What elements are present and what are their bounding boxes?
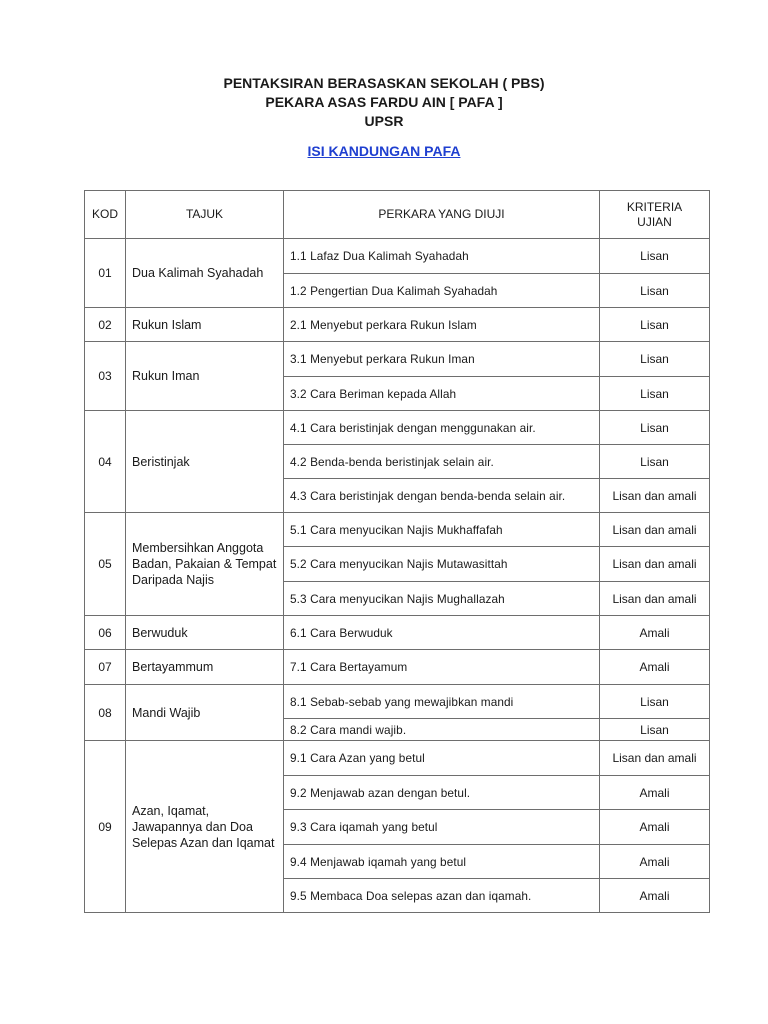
cell-perkara: 6.1 Cara Berwuduk (284, 616, 600, 650)
cell-tajuk: Membersihkan Anggota Badan, Pakaian & Tempat Daripada Najis (126, 513, 284, 616)
cell-kod: 02 (85, 308, 126, 342)
header-line-3: UPSR (364, 113, 404, 129)
table-row (85, 513, 710, 547)
cell-perkara: 8.1 Sebab-sebab yang mewajibkan mandi (284, 685, 600, 719)
cell-kriteria: Lisan (600, 719, 710, 741)
table-row (85, 411, 710, 445)
cell-kod: 01 (85, 239, 126, 308)
cell-perkara: 2.1 Menyebut perkara Rukun Islam (284, 308, 600, 342)
cell-tajuk: Bertayammum (126, 650, 284, 685)
cell-kod: 09 (85, 741, 126, 913)
cell-perkara: 5.3 Cara menyucikan Najis Mughallazah (284, 582, 600, 616)
cell-kriteria: Lisan (600, 274, 710, 308)
cell-tajuk: Beristinjak (126, 411, 284, 513)
table-row (85, 308, 710, 342)
cell-kriteria: Lisan dan amali (600, 513, 710, 547)
cell-perkara: 4.3 Cara beristinjak dengan benda-benda selain air. (284, 479, 600, 513)
header-kriteria: KRITERIA UJIAN (600, 191, 710, 239)
table-row (85, 650, 710, 685)
cell-kod: 08 (85, 685, 126, 741)
cell-perkara: 4.2 Benda-benda beristinjak selain air. (284, 445, 600, 479)
cell-kod: 04 (85, 411, 126, 513)
header-tajuk: TAJUK (126, 191, 284, 239)
cell-kriteria: Amali (600, 810, 710, 845)
cell-kod: 07 (85, 650, 126, 685)
cell-perkara: 9.5 Membaca Doa selepas azan dan iqamah. (284, 879, 600, 913)
cell-kriteria: Amali (600, 879, 710, 913)
cell-tajuk: Berwuduk (126, 616, 284, 650)
cell-perkara: 1.2 Pengertian Dua Kalimah Syahadah (284, 274, 600, 308)
cell-kriteria: Lisan dan amali (600, 741, 710, 776)
document-header (0, 74, 768, 131)
cell-kriteria: Lisan (600, 685, 710, 719)
cell-perkara: 4.1 Cara beristinjak dengan menggunakan air. (284, 411, 600, 445)
header-kod: KOD (85, 191, 126, 239)
cell-kriteria: Lisan (600, 342, 710, 377)
cell-kod: 06 (85, 616, 126, 650)
header-line-2: PEKARA ASAS FARDU AIN [ PAFA ] (265, 94, 503, 110)
cell-perkara: 1.1 Lafaz Dua Kalimah Syahadah (284, 239, 600, 274)
cell-perkara: 7.1 Cara Bertayamum (284, 650, 600, 685)
cell-kriteria: Amali (600, 845, 710, 879)
cell-tajuk: Mandi Wajib (126, 685, 284, 741)
table-header-row (85, 191, 710, 239)
header-perkara: PERKARA YANG DIUJI (284, 191, 600, 239)
cell-kriteria: Lisan (600, 308, 710, 342)
cell-kod: 03 (85, 342, 126, 411)
cell-tajuk: Dua Kalimah Syahadah (126, 239, 284, 308)
cell-perkara: 9.3 Cara iqamah yang betul (284, 810, 600, 845)
cell-kriteria: Lisan (600, 411, 710, 445)
cell-tajuk: Rukun Iman (126, 342, 284, 411)
cell-perkara: 9.4 Menjawab iqamah yang betul (284, 845, 600, 879)
table-row (85, 342, 710, 377)
toc-link[interactable]: ISI KANDUNGAN PAFA (307, 143, 461, 159)
cell-kriteria: Amali (600, 650, 710, 685)
table-row (85, 685, 710, 719)
content-table (84, 190, 710, 913)
table-row (85, 616, 710, 650)
cell-kriteria: Amali (600, 616, 710, 650)
cell-kriteria: Lisan (600, 445, 710, 479)
cell-perkara: 3.2 Cara Beriman kepada Allah (284, 377, 600, 411)
cell-kriteria: Lisan (600, 377, 710, 411)
cell-perkara: 5.2 Cara menyucikan Najis Mutawasittah (284, 547, 600, 582)
cell-kriteria: Lisan dan amali (600, 547, 710, 582)
cell-kriteria: Amali (600, 776, 710, 810)
table-row (85, 741, 710, 776)
cell-perkara: 3.1 Menyebut perkara Rukun Iman (284, 342, 600, 377)
cell-perkara: 9.1 Cara Azan yang betul (284, 741, 600, 776)
table-row (85, 239, 710, 274)
cell-kod: 05 (85, 513, 126, 616)
cell-perkara: 9.2 Menjawab azan dengan betul. (284, 776, 600, 810)
cell-perkara: 8.2 Cara mandi wajib. (284, 719, 600, 741)
cell-kriteria: Lisan dan amali (600, 479, 710, 513)
header-line-1: PENTAKSIRAN BERASASKAN SEKOLAH ( PBS) (223, 75, 545, 91)
cell-tajuk: Azan, Iqamat, Jawapannya dan Doa Selepas Azan dan Iqamat (126, 741, 284, 913)
cell-perkara: 5.1 Cara menyucikan Najis Mukhaffafah (284, 513, 600, 547)
cell-kriteria: Lisan dan amali (600, 582, 710, 616)
cell-tajuk: Rukun Islam (126, 308, 284, 342)
cell-kriteria: Lisan (600, 239, 710, 274)
